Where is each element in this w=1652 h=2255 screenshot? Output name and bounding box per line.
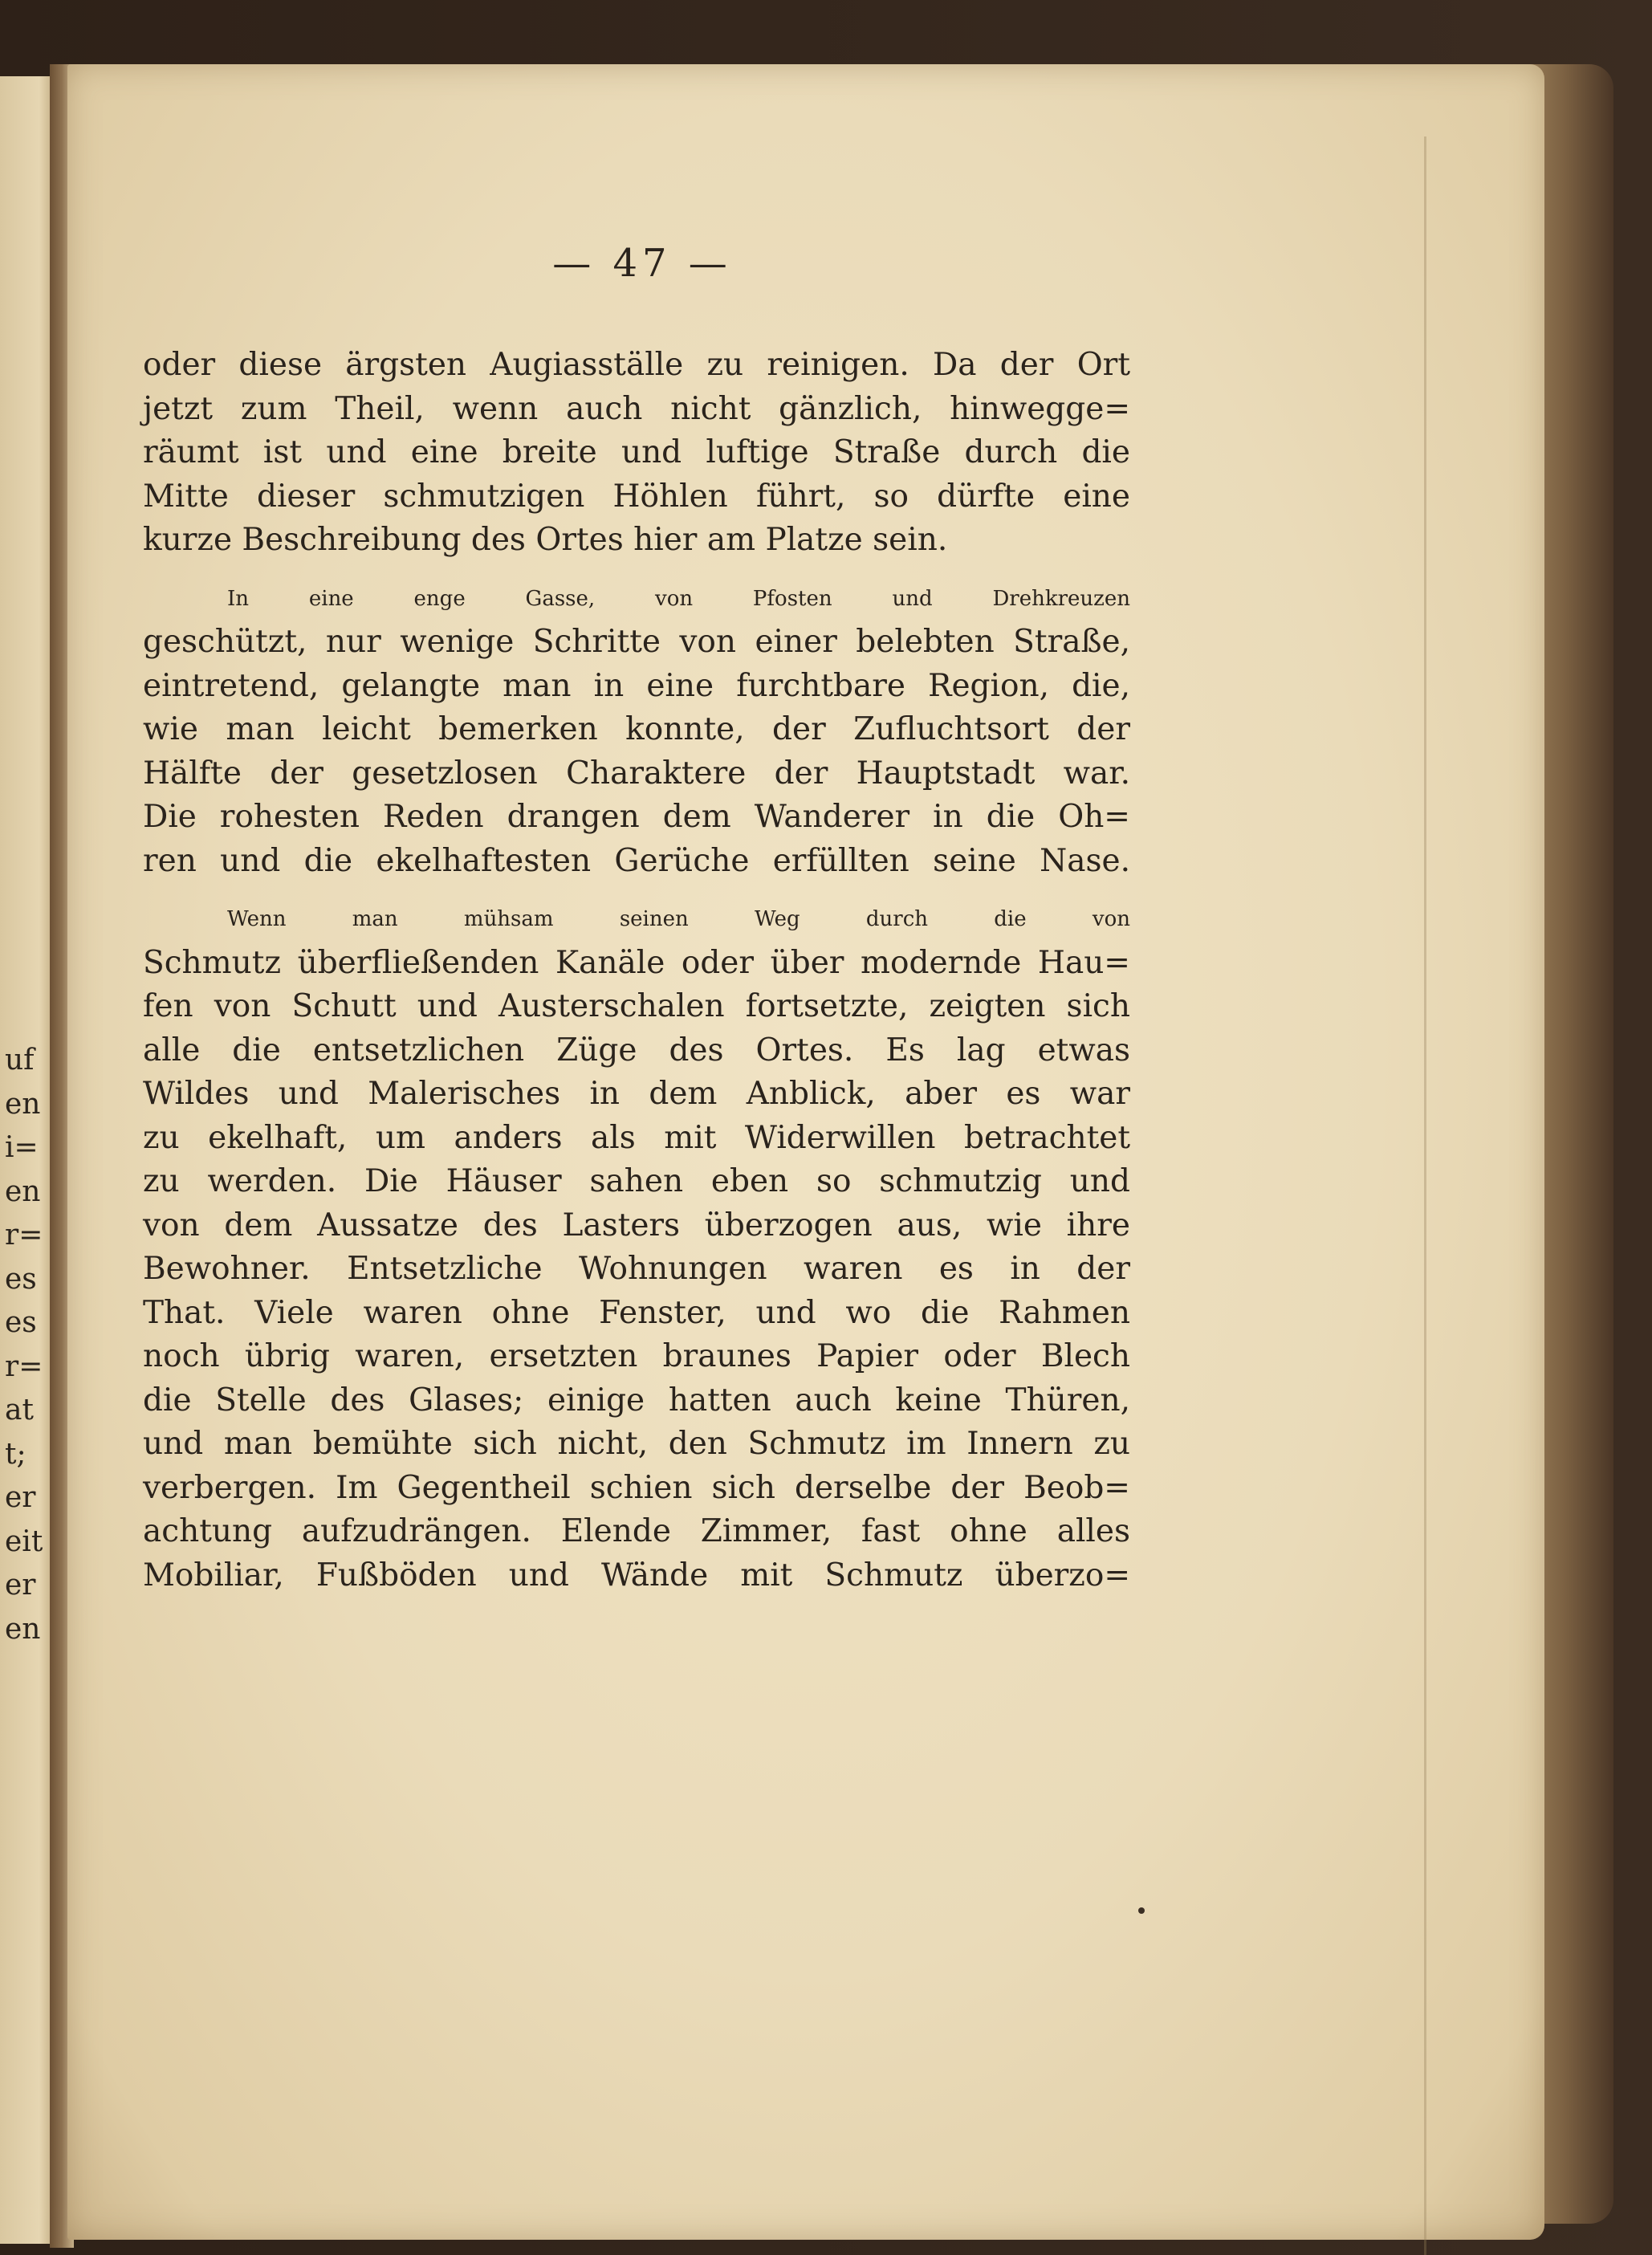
text-line: Wenn man mühsam seinen Weg durch die von [227,907,1130,931]
left-page-fragment: r= [5,1219,43,1252]
text-line: alle die entsetzlichen Züge des Ortes. Es lag etwas [143,1032,1130,1068]
text-line: und man bemühte sich nicht, den Schmutz im Innern zu [143,1426,1130,1462]
paper-speck [1138,1907,1145,1914]
text-line: geschützt, nur wenige Schritte von einer belebten Straße, [143,624,1130,660]
text-line: jetzt zum Theil, wenn auch nicht gänzlich, hinwegge= [143,390,1130,427]
left-page-fragment: es [5,1262,37,1296]
text-line: oder diese ärgsten Augiasställe zu reinigen. Da der Ort [143,347,1130,383]
left-page-fragment: en [5,1087,41,1121]
text-line: kurze Beschreibung des Ortes hier am Platze sein. [143,522,948,558]
text-line: Bewohner. Entsetzliche Wohnungen waren es in der [143,1251,1130,1287]
left-page-fragment: es [5,1306,37,1339]
left-page-fragment: r= [5,1349,43,1383]
text-line: die Stelle des Glases; einige hatten auch keine Thüren, [143,1382,1130,1419]
text-line: wie man leicht bemerken konnte, der Zufluchtsort der [143,711,1130,747]
text-line: Mitte dieser schmutzigen Höhlen führt, so dürfte eine [143,478,1130,515]
text-line: Die rohesten Reden drangen dem Wanderer in die Oh= [143,799,1130,835]
text-line: Schmutz überfließenden Kanäle oder über modernde Hau= [143,944,1130,981]
page-body-text [143,344,1130,1598]
text-line: von dem Aussatze des Lasters überzogen aus, wie ihre [143,1207,1130,1244]
text-line: eintretend, gelangte man in eine furchtbare Region, die, [143,667,1130,704]
left-page-fragment: i= [5,1131,39,1164]
text-line: In eine enge Gasse, von Pfosten und Drehkreuzen [227,586,1130,611]
text-line: verbergen. Im Gegentheil schien sich derselbe der Beob= [143,1469,1130,1506]
left-page-fragment: en [5,1174,41,1208]
text-line: räumt ist und eine breite und luftige Straße durch die [143,434,1130,470]
left-page-fragment: en [5,1612,41,1646]
text-line: achtung aufzudrängen. Elende Zimmer, fast ohne alles [143,1513,1130,1549]
text-line: Wildes und Malerisches in dem Anblick, aber es war [143,1076,1130,1112]
text-line: Hälfte der gesetzlosen Charaktere der Hauptstadt war. [143,755,1130,792]
left-page-fragment: t; [5,1437,26,1471]
page-number: — 47 — [552,241,732,286]
text-line: noch übrig waren, ersetzten braunes Papier oder Blech [143,1338,1130,1374]
text-line: fen von Schutt und Austerschalen fortsetzte, zeigten sich [143,988,1130,1024]
page-fold-line [1424,136,1426,2255]
left-page-fragment: eit [5,1524,43,1558]
left-page-fragment: er [5,1569,36,1602]
text-line: ren und die ekelhaftesten Gerüche erfüllten seine Nase. [143,842,1130,879]
text-line: That. Viele waren ohne Fenster, und wo die Rahmen [143,1294,1130,1331]
left-page-fragment: at [5,1394,34,1427]
left-page-fragment: uf [5,1044,35,1077]
left-page-fragment: er [5,1481,36,1514]
text-line: Mobiliar, Fußböden und Wände mit Schmutz überzo= [143,1557,1130,1594]
text-line: zu werden. Die Häuser sahen eben so schmutzig und [143,1163,1130,1199]
text-line: zu ekelhaft, um anders als mit Widerwillen betrachtet [143,1119,1130,1156]
